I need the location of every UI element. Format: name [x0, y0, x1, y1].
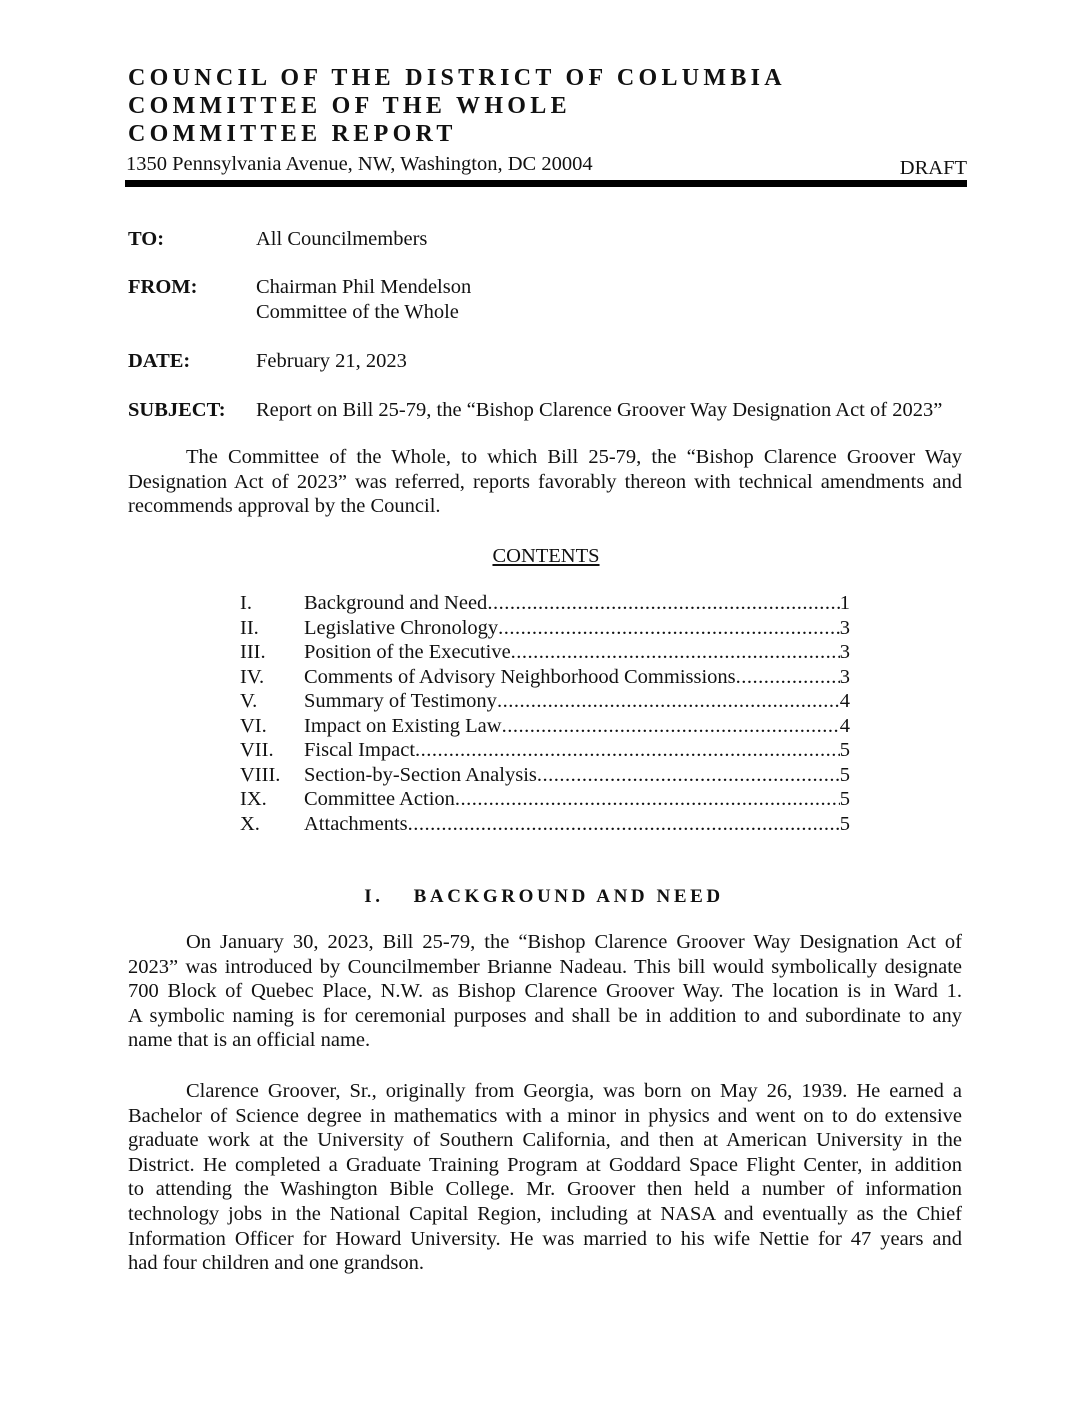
to-label: TO:	[128, 228, 165, 250]
toc-entry-number: I.	[240, 592, 252, 614]
toc-entry-number: V.	[240, 690, 258, 712]
section-heading	[0, 884, 1088, 910]
toc-entry-title: Section-by-Section Analysis	[304, 763, 537, 786]
toc-entry	[240, 787, 850, 812]
toc-entry-page: 5	[839, 812, 850, 835]
toc-dot-leader	[487, 591, 839, 616]
toc-dot-leader	[408, 812, 840, 837]
intro-line: The Committee of the Whole, to which Bill 25-79, the “Bishop Clarence Groover Way	[186, 446, 962, 468]
toc-entry-number: X.	[240, 812, 260, 835]
toc-entry-page: 5	[839, 763, 850, 786]
council-address: 1350 Pennsylvania Avenue, NW, Washington, DC 20004	[126, 153, 593, 175]
to-value: All Councilmembers	[256, 228, 428, 250]
toc-entry-title: Impact on Existing Law	[304, 714, 502, 737]
toc-entry-title: Attachments	[304, 812, 408, 835]
toc-entry-page: 4	[839, 690, 850, 712]
toc-dot-leader	[498, 616, 840, 641]
toc-entry-number: VI.	[240, 714, 267, 737]
toc-dot-leader	[736, 665, 840, 690]
council-name-heading: COUNCIL OF THE DISTRICT OF COLUMBIA	[128, 65, 786, 91]
toc-dot-leader	[455, 787, 840, 812]
toc-entry-number: VIII.	[240, 763, 281, 786]
toc-entry-number: IV.	[240, 665, 265, 688]
paragraph-line: Bachelor of Science degree in mathematics with a minor in physics and went on to do extensive	[128, 1104, 962, 1127]
background-paragraph-2	[128, 1079, 962, 1276]
paragraph-line: graduate work at the University of Southern California, and then at American University in the	[128, 1129, 962, 1152]
toc-entry	[240, 665, 850, 690]
toc-dot-leader	[415, 738, 840, 763]
toc-entry-title: Fiscal Impact	[304, 739, 416, 761]
background-paragraph-1	[128, 930, 962, 1053]
toc-entry-page: 1	[839, 592, 850, 614]
toc-dot-leader	[511, 640, 840, 665]
paragraph-line: name that is an official name.	[128, 1029, 371, 1052]
report-type-heading: COMMITTEE REPORT	[128, 121, 457, 147]
toc-entry	[240, 738, 850, 763]
toc-entry	[240, 616, 850, 641]
paragraph-line: Information Officer for Howard University. He was married to his wife Nettie for 47 years and	[128, 1227, 962, 1250]
from-label: FROM:	[128, 276, 198, 298]
paragraph-line: to attending the Washington Bible College. Mr. Groover then held a number of information	[128, 1178, 962, 1201]
header-divider	[125, 180, 967, 187]
toc-entry	[240, 714, 850, 739]
toc-entry-number: III.	[240, 641, 266, 663]
toc-entry-page: 3	[839, 665, 850, 688]
toc-entry-page: 5	[839, 739, 850, 761]
toc-dot-leader	[537, 763, 840, 788]
toc-dot-leader	[502, 714, 840, 739]
intro-line: recommends approval by the Council.	[128, 495, 441, 518]
date-value: February 21, 2023	[256, 350, 407, 372]
toc-entry	[240, 640, 850, 665]
paragraph-line: A symbolic naming is for ceremonial purposes and shall be in addition to and subordinate to any	[128, 1004, 962, 1027]
date-label: DATE:	[128, 350, 191, 372]
toc-entry	[240, 812, 850, 837]
toc-dot-leader	[497, 689, 840, 714]
subject-label: SUBJECT:	[128, 399, 226, 421]
table-of-contents	[240, 591, 850, 836]
section-number: I.	[364, 886, 384, 907]
toc-entry-title: Legislative Chronology	[304, 616, 499, 639]
toc-entry	[240, 763, 850, 788]
toc-entry-number: VII.	[240, 739, 274, 761]
paragraph-line: District. He completed a Graduate Training Program at Goddard Space Flight Center, in addition	[128, 1153, 962, 1176]
toc-entry-page: 4	[839, 714, 850, 737]
from-value-committee: Committee of the Whole	[256, 301, 459, 323]
toc-entry-page: 3	[839, 616, 850, 639]
section-title: BACKGROUND AND NEED	[413, 886, 724, 907]
draft-label: DRAFT	[899, 157, 967, 179]
toc-entry-title: Summary of Testimony	[304, 690, 497, 712]
toc-entry	[240, 591, 850, 616]
intro-paragraph	[128, 445, 962, 519]
toc-entry-title: Comments of Advisory Neighborhood Commissions	[304, 665, 736, 688]
paragraph-line: technology jobs in the National Capital Region, including at NASA and eventually as the Chief	[128, 1202, 962, 1225]
toc-entry-title: Position of the Executive	[304, 641, 511, 663]
from-value-name: Chairman Phil Mendelson	[256, 276, 472, 298]
contents-title	[0, 543, 1088, 569]
toc-entry-number: II.	[240, 616, 259, 639]
paragraph-line: Clarence Groover, Sr., originally from Georgia, was born on May 26, 1939. He earned a	[186, 1080, 962, 1102]
toc-entry-number: IX.	[240, 788, 267, 810]
toc-entry-page: 5	[839, 788, 850, 810]
paragraph-line: On January 30, 2023, Bill 25-79, the “Bishop Clarence Groover Way Designation Act of	[186, 931, 962, 953]
paragraph-line: 700 Block of Quebec Place, N.W. as Bishop Clarence Groover Way. The location is in Ward 1.	[128, 980, 962, 1003]
contents-title-text: CONTENTS	[492, 545, 600, 567]
paragraph-line: had four children and one grandson.	[128, 1252, 425, 1275]
intro-line: Designation Act of 2023” was referred, reports favorably thereon with technical amendments and	[128, 470, 962, 493]
paragraph-line: 2023” was introduced by Councilmember Brianne Nadeau. This bill would symbolically designate	[128, 955, 962, 978]
committee-name-heading: COMMITTEE OF THE WHOLE	[128, 93, 571, 119]
toc-entry-title: Background and Need	[304, 592, 488, 614]
toc-entry	[240, 689, 850, 714]
toc-entry-page: 3	[839, 641, 850, 663]
subject-value: Report on Bill 25-79, the “Bishop Clarence Groover Way Designation Act of 2023”	[256, 399, 943, 421]
toc-entry-title: Committee Action	[304, 788, 455, 810]
